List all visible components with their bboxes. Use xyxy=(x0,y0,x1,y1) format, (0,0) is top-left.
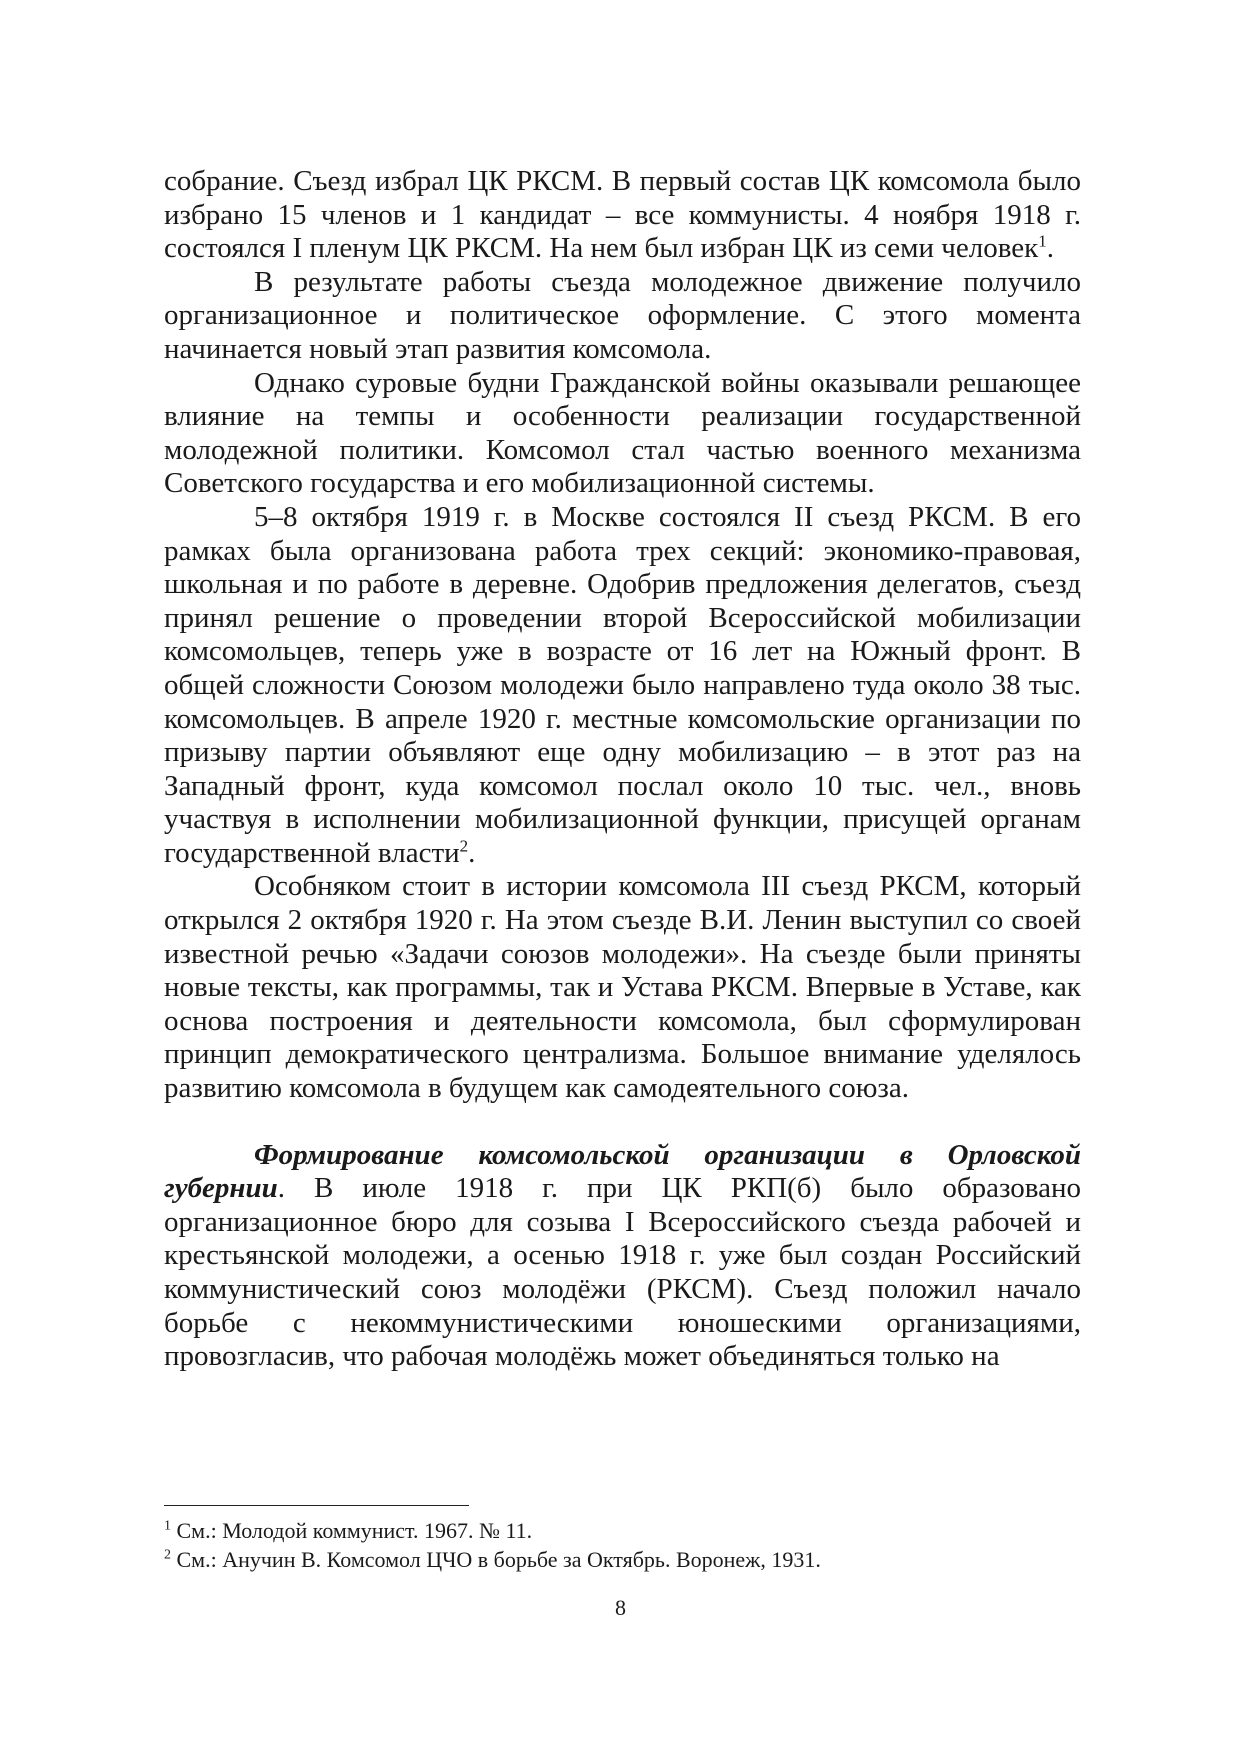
page-body xyxy=(164,165,1081,1374)
footnote-1-number: 1 xyxy=(164,1518,171,1534)
footnote-divider xyxy=(164,1505,469,1506)
paragraph-1-tail: . xyxy=(1046,232,1054,265)
footnote-1 xyxy=(164,1516,1081,1545)
footnote-ref-1[interactable]: 1 xyxy=(1038,231,1047,251)
section-body: . В июле 1918 г. при ЦК РКП(б) было образовано организационное бюро для созыва I Всероссийского съезда рабочей и крестьянской молодежи, а осенью 1918 г. уже был создан Российский коммунистический союз молодёжи (РКСМ). Съезд положил начало борьбе с некоммунистическими юношескими организациями, провозгласив, что рабочая молодёжь может объединяться только на xyxy=(164,1172,1081,1373)
section-title: Формирование комсомольской организации в Орловской губернии xyxy=(164,1138,1081,1205)
paragraph-3: Однако суровые будни Гражданской войны оказывали решающее влияние на темпы и особенности реализации государственной молодежной политики. Комсомол стал частью военного механизма Советского государства и его мобилизационной системы. xyxy=(164,366,1081,500)
footnote-2-number: 2 xyxy=(164,1547,171,1563)
footnote-2-text: См.: Анучин В. Комсомол ЦЧО в борьбе за Октябрь. Воронеж, 1931. xyxy=(171,1547,821,1572)
page-number: 8 xyxy=(615,1595,626,1620)
section-paragraph xyxy=(164,1139,1081,1374)
paragraph-4-tail: . xyxy=(468,836,476,869)
footnote-ref-2[interactable]: 2 xyxy=(459,836,469,856)
footnotes xyxy=(164,1505,1081,1574)
paragraph-4-text: 5–8 октября 1919 г. в Москве состоялся II съезд РКСМ. В его рамках была организована работа трех секций: экономико-правовая, школьная и по работе в деревне. Одобрив предложения делегатов, съезд принял решение о проведении второй Всероссийской мобилизации комсомольцев, теперь уже в возрасте от 16 лет на Южный фронт. В общей сложности Союзом молодежи было направлено туда около 38 тыс. комсомольцев. В апреле 1920 г. местные комсомольские организации по призыву партии объявляют еще одну мобилизацию – в этот раз на Западный фронт, куда комсомол послал около 10 тыс. чел., вновь участвуя в исполнении мобилизационной функции, присущей органам государственной власти xyxy=(164,500,1081,869)
footnote-2 xyxy=(164,1545,1081,1574)
paragraph-5: Особняком стоит в истории комсомола III съезд РКСМ, который открылся 2 октября 1920 г. На этом съезде В.И. Ленин выступил со своей известной речью «Задачи союзов молодежи». На съезде были приняты новые тексты, как программы, так и Устава РКСМ. Впервые в Уставе, как основа построения и деятельности комсомола, был сформулирован принцип демократического централизма. Большое внимание уделялось развитию комсомола в будущем как самодеятельного союза. xyxy=(164,870,1081,1105)
paragraph-1-text: собрание. Съезд избрал ЦК РКСМ. В первый состав ЦК комсомола было избрано 15 членов и 1 кандидат – все коммунисты. 4 ноября 1918 г. состоялся I пленум ЦК РКСМ. На нем был избран ЦК из семи человек xyxy=(164,165,1081,265)
paragraph-1 xyxy=(164,165,1081,266)
paragraph-4 xyxy=(164,501,1081,871)
footnote-1-text: См.: Молодой коммунист. 1967. № 11. xyxy=(171,1518,533,1543)
paragraph-2: В результате работы съезда молодежное движение получило организационное и политическое оформление. С этого момента начинается новый этап развития комсомола. xyxy=(164,265,1081,365)
